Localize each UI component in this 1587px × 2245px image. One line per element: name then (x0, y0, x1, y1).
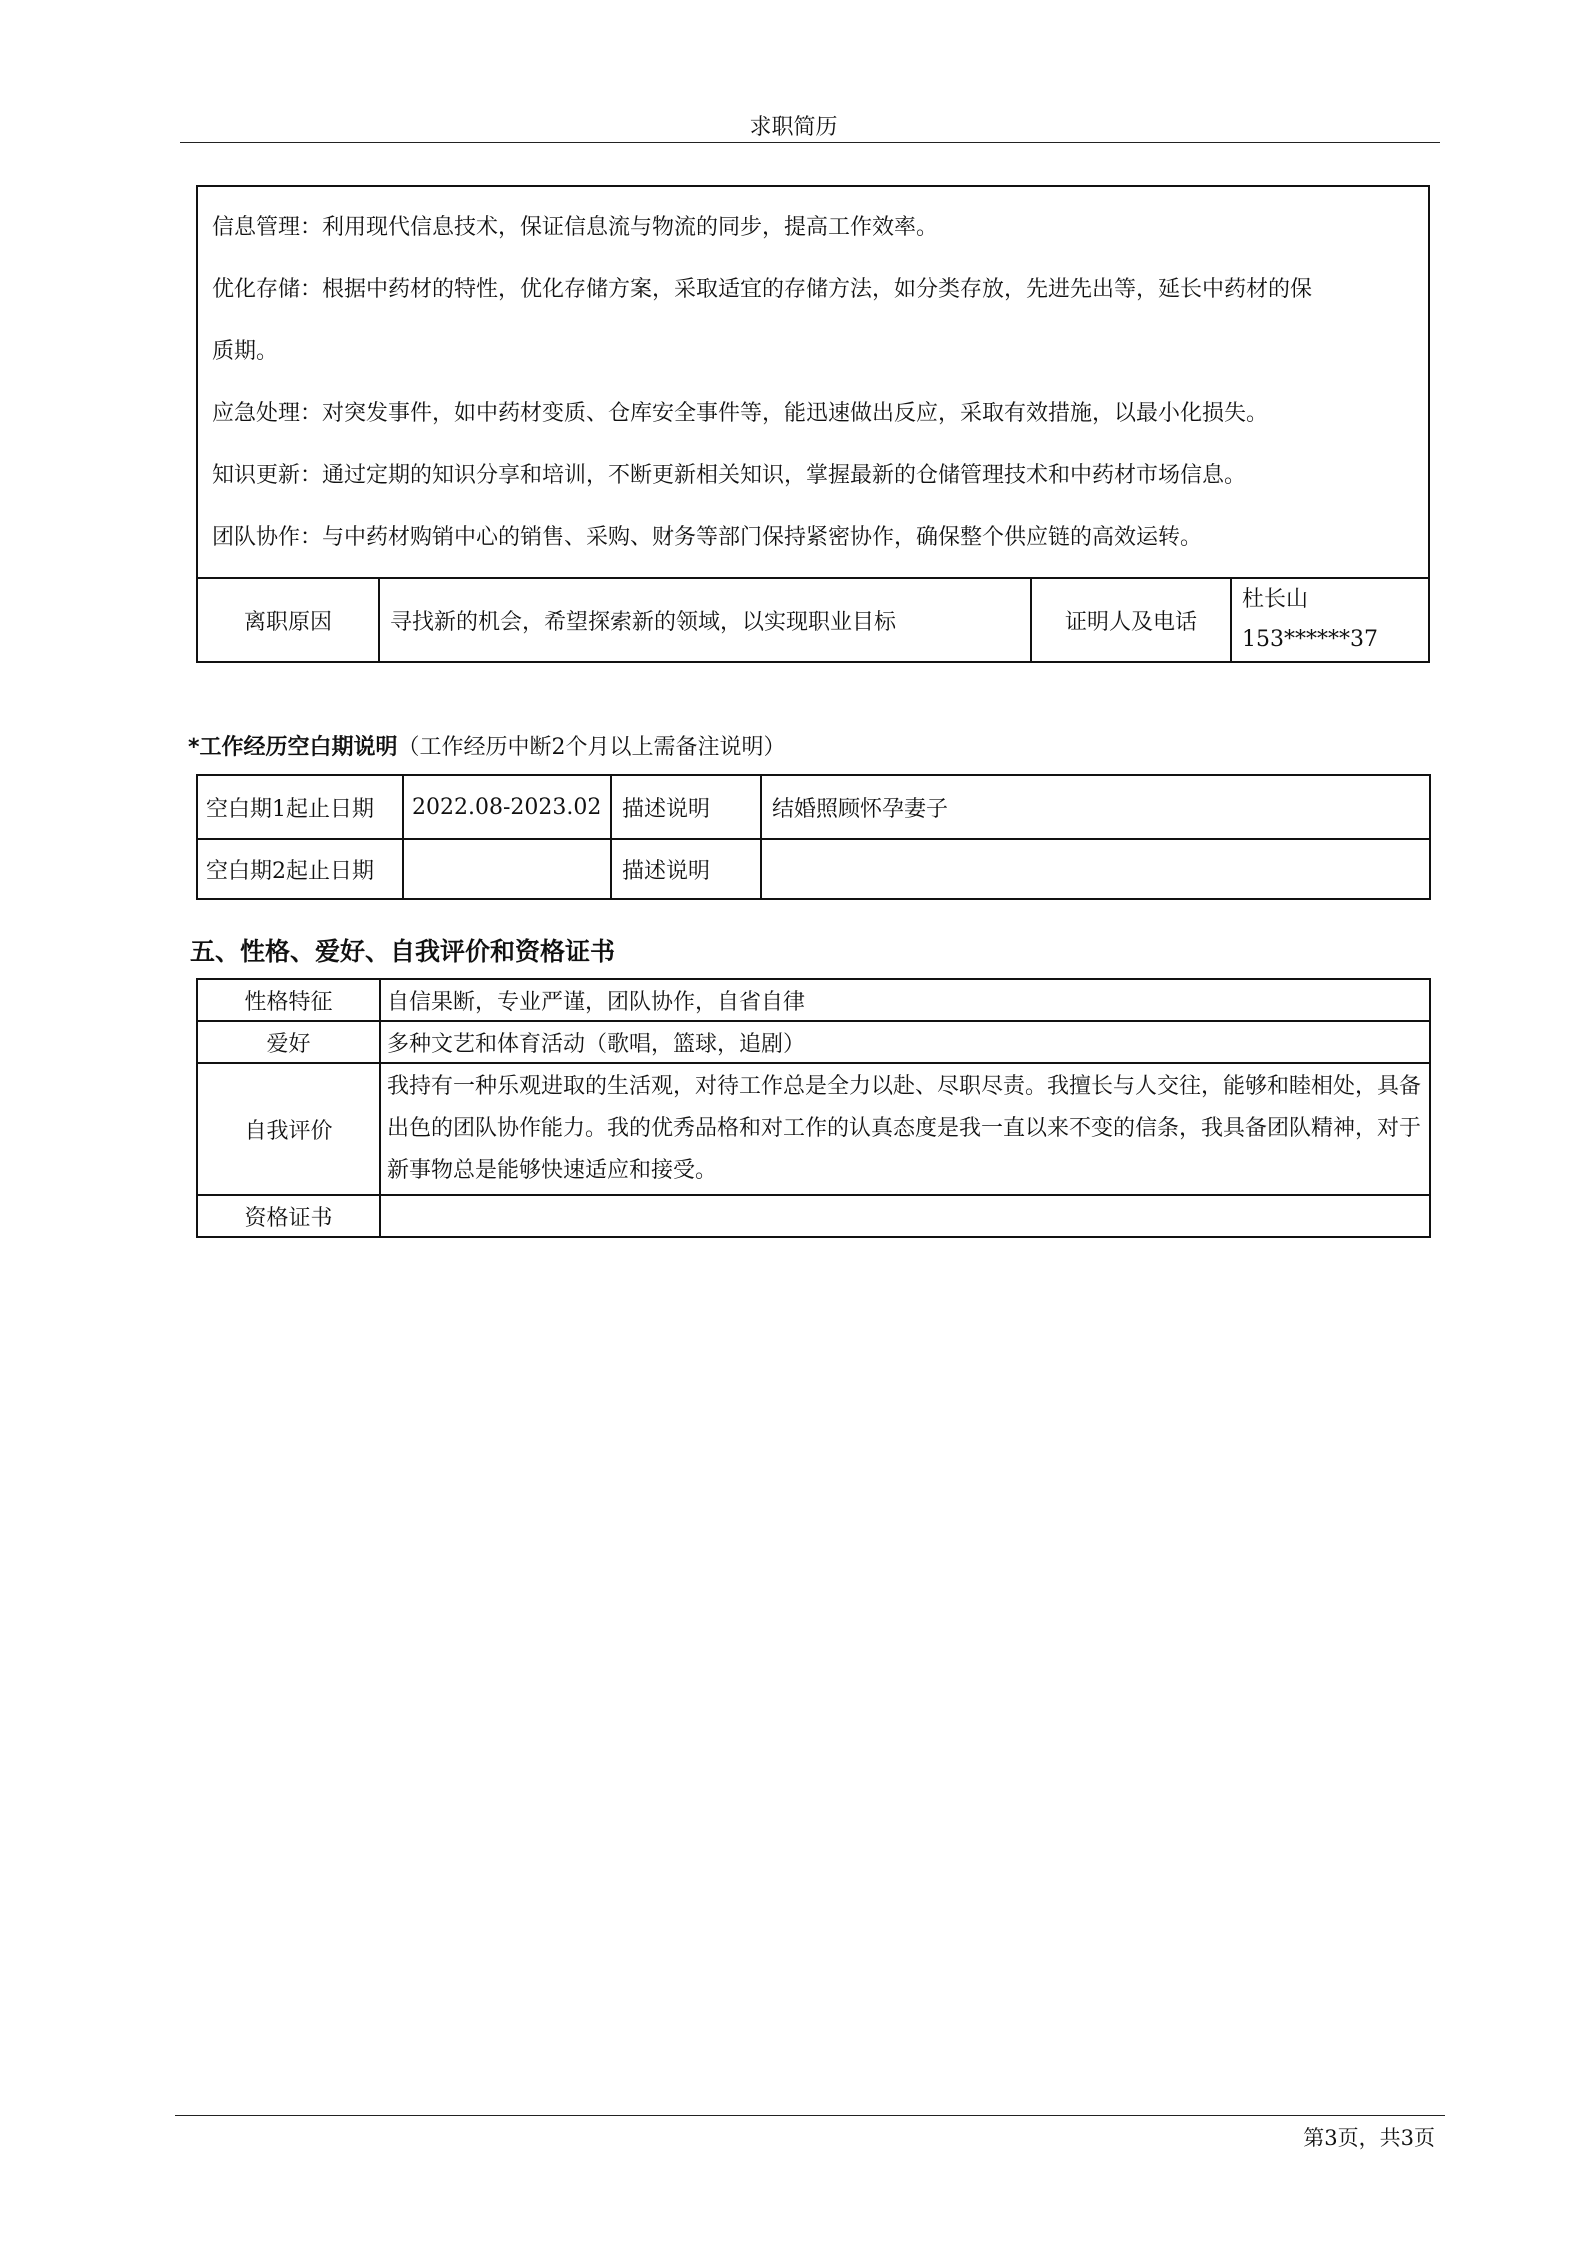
page-number: 第3页，共3页 (1303, 2126, 1435, 2150)
gap-label: 空白期1起止日期 (197, 775, 403, 839)
personality-label: 性格特征 (197, 979, 380, 1021)
duty-text: 通过定期的知识分享和培训，不断更新相关知识，掌握最新的仓储管理技术和中药材市场信息。 (322, 463, 1247, 488)
gap-row (197, 775, 1430, 839)
duty-text: 对突发事件，如中药材变质、仓库安全事件等，能迅速做出反应，采取有效措施，以最小化损失。 (322, 401, 1269, 426)
duty-text: 与中药材购销中心的销售、采购、财务等部门保持紧密协作，确保整个供应链的高效运转。 (322, 525, 1203, 550)
duty-label: 信息管理： (212, 215, 323, 240)
duty-item (212, 507, 1414, 569)
gap-heading-title: *工作经历空白期说明 (188, 735, 398, 760)
gap-desc-label: 描述说明 (611, 775, 761, 839)
duties-cell (197, 186, 1429, 578)
duty-label: 知识更新： (212, 463, 323, 488)
hobby-label: 爱好 (197, 1021, 380, 1063)
duty-item-continuation: 质期。 (212, 339, 279, 364)
leave-reason-value: 寻找新的机会，希望探索新的领域，以实现职业目标 (379, 578, 1031, 662)
self-eval-value: 我持有一种乐观进取的生活观，对待工作总是全力以赴、尽职尽责。我擅长与人交往，能够和睦相处，具备出色的团队协作能力。我的优秀品格和对工作的认真态度是我一直以来不变的信条，我具备团队精神，对于新事物总是能够快速适应和接受。 (380, 1063, 1430, 1195)
duty-label: 优化存储： (212, 277, 323, 302)
gap-label: 空白期2起止日期 (197, 839, 403, 899)
gap-desc: 结婚照顾怀孕妻子 (761, 775, 1430, 839)
gap-heading-note: （工作经历中断2个月以上需备注说明） (397, 735, 786, 760)
gap-dates: 2022.08-2023.02 (403, 775, 611, 839)
reference-label: 证明人及电话 (1031, 578, 1231, 662)
cert-value (380, 1195, 1430, 1237)
work-detail-table (196, 185, 1430, 663)
traits-table (196, 978, 1431, 1238)
gap-table (196, 774, 1431, 900)
cert-label: 资格证书 (197, 1195, 380, 1237)
hobby-value: 多种文艺和体育活动（歌唱，篮球，追剧） (380, 1021, 1430, 1063)
duty-item (212, 259, 1414, 321)
duty-label: 应急处理： (212, 401, 323, 426)
gap-row (197, 839, 1430, 899)
header-divider (180, 142, 1440, 143)
self-eval-label: 自我评价 (197, 1063, 380, 1195)
footer-divider (175, 2115, 1445, 2116)
duty-text: 根据中药材的特性，优化存储方案，采取适宜的存储方法，如分类存放，先进先出等，延长中药材的保 (322, 277, 1313, 302)
reference-value (1231, 578, 1429, 662)
leave-reason-label: 离职原因 (197, 578, 379, 662)
duty-text: 利用现代信息技术，保证信息流与物流的同步，提高工作效率。 (322, 215, 939, 240)
gap-dates (403, 839, 611, 899)
reference-phone: 153******37 (1242, 627, 1378, 652)
reference-name: 杜长山 (1242, 587, 1309, 612)
duty-item (212, 445, 1414, 507)
personality-value: 自信果断，专业严谨，团队协作，自省自律 (380, 979, 1430, 1021)
section-five-title: 五、性格、爱好、自我评价和资格证书 (190, 937, 616, 966)
gap-desc (761, 839, 1430, 899)
duty-label: 团队协作： (212, 525, 323, 550)
gap-desc-label: 描述说明 (611, 839, 761, 899)
duty-item (212, 383, 1414, 445)
duty-item (212, 197, 1414, 259)
gap-heading (188, 730, 786, 761)
page-header-title: 求职简历 (749, 115, 838, 140)
